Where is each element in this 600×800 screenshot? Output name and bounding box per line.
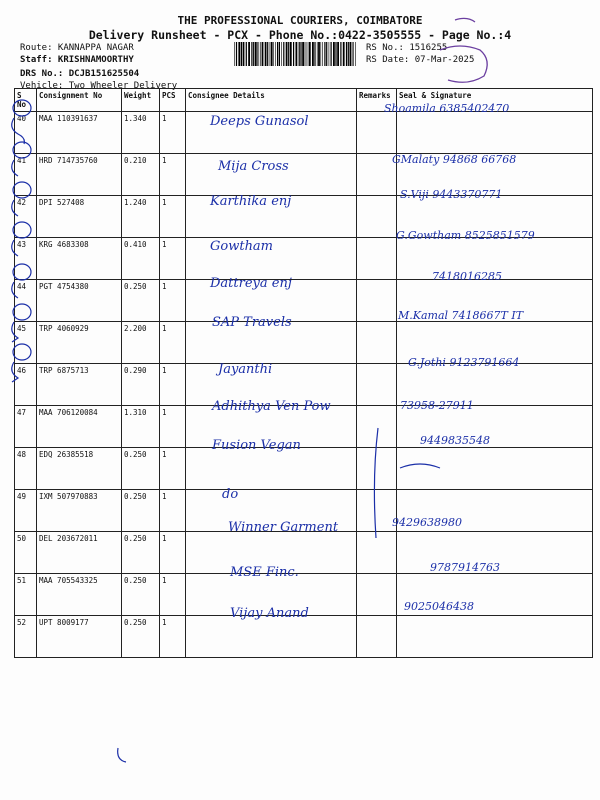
handwritten-signature: G.Gowtham 8525851579: [396, 229, 535, 242]
handwritten-consignee: Winner Garment: [228, 520, 339, 535]
handwritten-consignee: SAP Travels: [212, 315, 292, 330]
weight: 0.250: [122, 574, 160, 616]
pieces: 1: [160, 448, 186, 490]
handwritten-signature: 9449835548: [420, 434, 490, 447]
weight: 1.340: [122, 112, 160, 154]
handwritten-signature: GMalaty 94868 66768: [392, 153, 517, 166]
weight: 0.250: [122, 616, 160, 658]
handwritten-consignee: Adhithya Ven Pow: [212, 399, 331, 414]
consignment-number: MAA 705543325: [37, 574, 122, 616]
col-weight: Weight: [122, 89, 160, 112]
pieces: 1: [160, 238, 186, 280]
handwritten-consignee: Jayanthi: [218, 362, 273, 377]
col-remarks: Remarks: [357, 89, 397, 112]
weight: 0.290: [122, 364, 160, 406]
pieces: 1: [160, 406, 186, 448]
weight: 0.250: [122, 448, 160, 490]
consignment-number: TRP 6875713: [37, 364, 122, 406]
runsheet-title: Delivery Runsheet - PCX - Phone No.:0422-3505555 - Page No.:4: [88, 28, 512, 42]
handwritten-signature: Shoamila 6385402470: [384, 102, 510, 115]
pieces: 1: [160, 196, 186, 238]
handwritten-signature: M.Kamal 7418667T IT: [398, 309, 524, 322]
handwritten-consignee: Deeps Gunasol: [210, 114, 309, 129]
col-pcs: PCS: [160, 89, 186, 112]
handwritten-signature: 9025046438: [404, 600, 474, 613]
weight: 0.250: [122, 280, 160, 322]
weight: 2.200: [122, 322, 160, 364]
serial-number: 52: [15, 616, 37, 658]
consignment-number: KRG 4683308: [37, 238, 122, 280]
consignment-number: UPT 8009177: [37, 616, 122, 658]
pieces: 1: [160, 574, 186, 616]
handwritten-signature: G.Jothi 9123791664: [408, 356, 520, 369]
serial-number: 48: [15, 448, 37, 490]
serial-number: 49: [15, 490, 37, 532]
weight: 1.310: [122, 406, 160, 448]
handwritten-consignee: Karthika enj: [210, 194, 292, 209]
serial-number: 45: [15, 322, 37, 364]
handwritten-signature: 9787914763: [430, 561, 500, 574]
handwritten-consignee: Mija Cross: [218, 159, 289, 174]
consignment-number: DPI 527408: [37, 196, 122, 238]
staff: Staff: KRISHNAMOORTHY: [20, 55, 134, 65]
handwritten-consignee: MSE Finc.: [230, 565, 299, 580]
serial-number: 42: [15, 196, 37, 238]
serial-number: 43: [15, 238, 37, 280]
serial-number: 41: [15, 154, 37, 196]
weight: 0.250: [122, 490, 160, 532]
pieces: 1: [160, 322, 186, 364]
pieces: 1: [160, 112, 186, 154]
handwritten-consignee: Gowtham: [210, 239, 274, 254]
handwritten-consignee: Fusion Vegan: [212, 438, 301, 453]
weight: 1.240: [122, 196, 160, 238]
consignment-number: IXM 507970883: [37, 490, 122, 532]
pieces: 1: [160, 364, 186, 406]
handwritten-signature: S.Viji 9443370771: [400, 188, 503, 201]
serial-number: 44: [15, 280, 37, 322]
handwritten-consignee: do: [222, 487, 239, 502]
handwritten-signature: 73958-27911: [400, 399, 474, 412]
pieces: 1: [160, 280, 186, 322]
pieces: 1: [160, 154, 186, 196]
rs-date: RS Date: 07-Mar-2025: [366, 55, 475, 65]
serial-number: 51: [15, 574, 37, 616]
route: Route: KANNAPPA NAGAR: [20, 43, 134, 53]
col-consignment: Consignment No: [37, 89, 122, 112]
serial-number: 47: [15, 406, 37, 448]
consignment-number: HRD 714735760: [37, 154, 122, 196]
handwritten-signature: 7418016285: [432, 270, 502, 283]
col-consignee: Consignee Details: [186, 89, 357, 112]
consignment-number: MAA 706120084: [37, 406, 122, 448]
serial-number: 50: [15, 532, 37, 574]
pieces: 1: [160, 490, 186, 532]
consignment-number: DEL 203672011: [37, 532, 122, 574]
col-signature: Seal & Signature: [397, 89, 593, 112]
serial-number: 46: [15, 364, 37, 406]
serial-number: 40: [15, 112, 37, 154]
consignment-number: EDQ 26385518: [37, 448, 122, 490]
drs-number: DRS No.: DCJB151625504: [20, 69, 140, 79]
weight: 0.210: [122, 154, 160, 196]
handwritten-consignee: Vijay Anand: [230, 606, 309, 621]
consignment-number: PGT 4754380: [37, 280, 122, 322]
company-name: THE PROFESSIONAL COURIERS, COIMBATORE: [177, 14, 423, 27]
col-sno: S No: [15, 89, 37, 112]
vehicle: Vehicle: Two Wheeler Delivery: [20, 81, 178, 91]
handwritten-signature: 9429638980: [392, 516, 462, 529]
consignment-number: TRP 4060929: [37, 322, 122, 364]
consignment-number: MAA 110391637: [37, 112, 122, 154]
rs-number: RS No.: 1516255: [366, 43, 448, 53]
pieces: 1: [160, 616, 186, 658]
weight: 0.250: [122, 532, 160, 574]
weight: 0.410: [122, 238, 160, 280]
pieces: 1: [160, 532, 186, 574]
handwritten-consignee: Dattreya enj: [210, 276, 292, 291]
